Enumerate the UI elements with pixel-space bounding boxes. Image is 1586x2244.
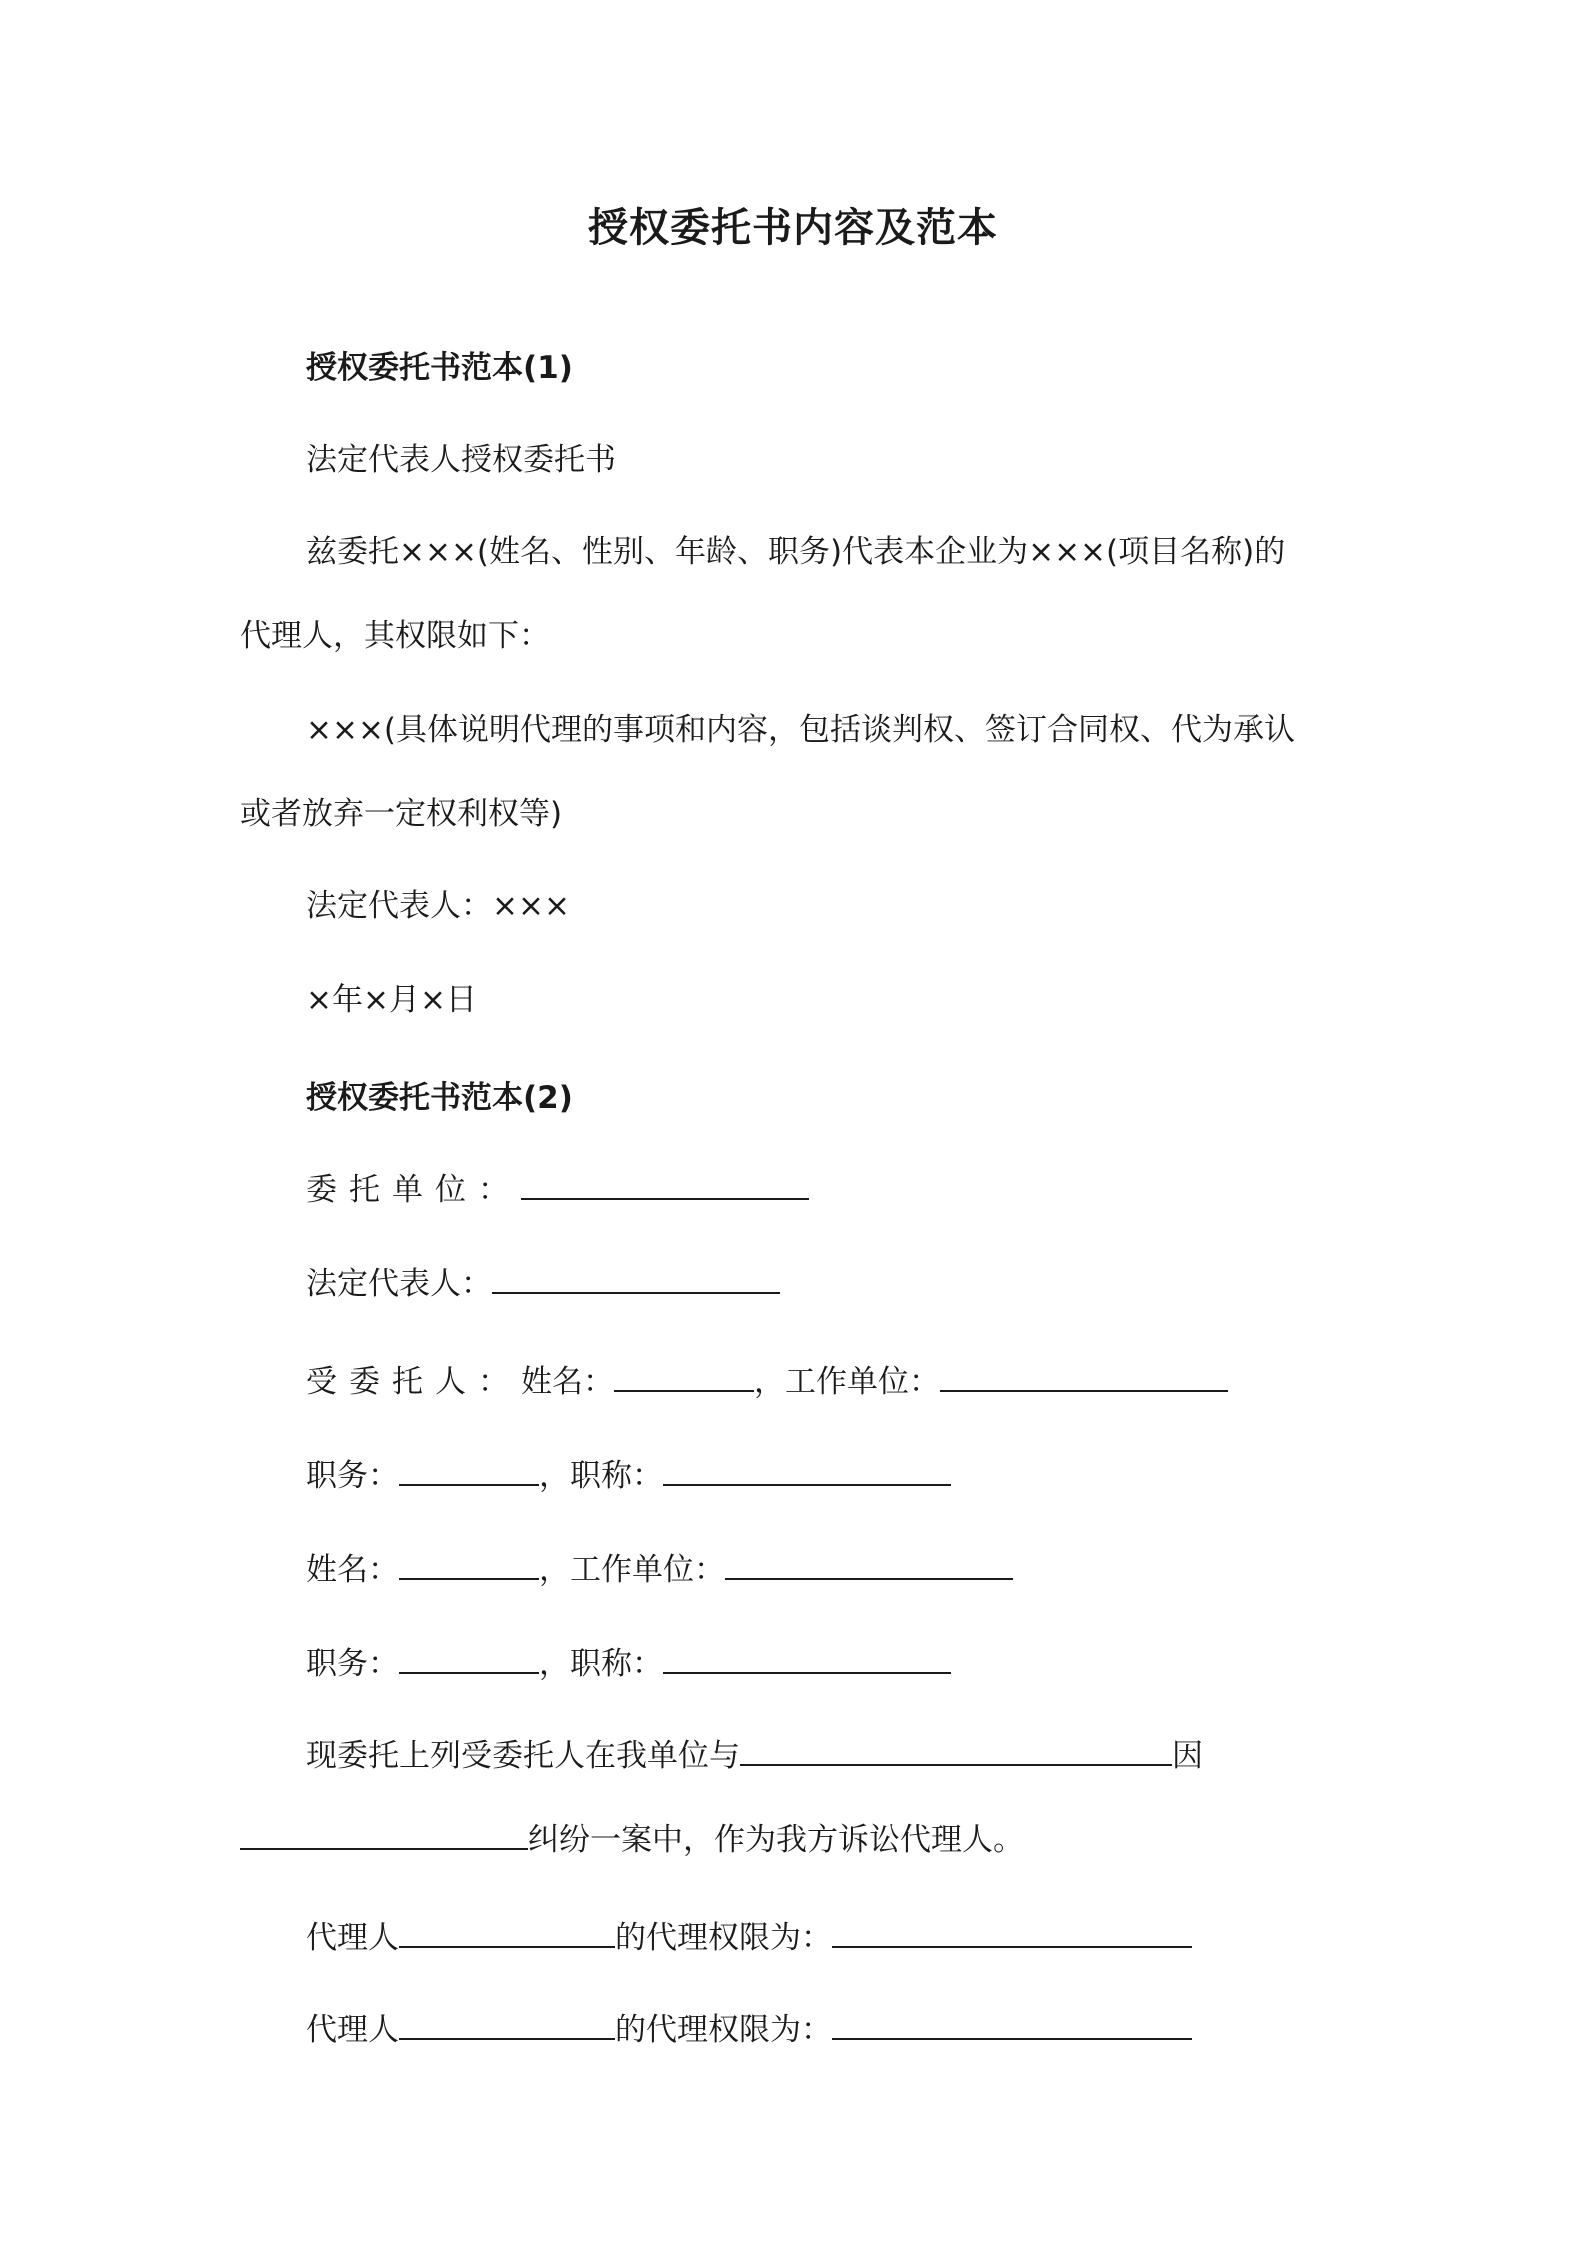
trustee-work-unit-label: ，工作单位： [754,1364,940,1400]
counterparty-blank[interactable] [740,1736,1172,1766]
entrust-row-line1 [306,1736,1203,1776]
agent2-name-blank[interactable] [399,2010,615,2040]
trustee2-position-row [306,1644,951,1684]
agent-row [306,1918,1192,1958]
trustee-work-unit-blank[interactable] [940,1362,1228,1392]
agent2-label: 代理人 [306,2012,399,2048]
trustee2-position-blank[interactable] [399,1644,539,1674]
trustee2-name-label: 姓名： [306,1552,399,1588]
trustee2-position-label: 职务： [306,1646,399,1682]
trustee2-work-unit-label: ，工作单位： [539,1552,725,1588]
trustee-position-label: 职务： [306,1458,399,1494]
trustee-position-row [306,1456,951,1496]
trustee-title-label: ，职称： [539,1458,663,1494]
entrusting-unit-label: 委托单位： [306,1172,521,1208]
agent-name-blank[interactable] [399,1918,615,1948]
sample1-heading: 授权委托书范本(1) [306,350,573,386]
dispute-blank[interactable] [240,1820,528,1850]
trustee-title-blank[interactable] [663,1456,951,1486]
document-title: 授权委托书内容及范本 [588,205,998,251]
sample2-heading: 授权委托书范本(2) [306,1080,573,1116]
entrusting-unit-row [306,1170,809,1210]
trustee-position-blank[interactable] [399,1456,539,1486]
entrust-prefix: 现委托上列受委托人在我单位与 [306,1738,740,1774]
trustee-label: 受委托人： [306,1364,521,1400]
sample1-para1-line2: 代理人，其权限如下： [240,618,550,654]
trustee2-name-blank[interactable] [399,1550,539,1580]
agent-power-blank[interactable] [832,1918,1192,1948]
sample1-date: ×年×月×日 [306,982,477,1018]
legal-rep-row [306,1264,780,1304]
trustee2-row [306,1550,1013,1590]
legal-rep-label: 法定代表人： [306,1266,492,1302]
agent-power-label: 的代理权限为： [615,1920,832,1956]
legal-rep-blank[interactable] [492,1264,780,1294]
entrust-suffix: 纠纷一案中，作为我方诉讼代理人。 [528,1822,1024,1858]
trustee2-title-label: ，职称： [539,1646,663,1682]
sample1-para2-line2: 或者放弃一定权利权等) [240,796,563,832]
entrust-row-line2 [240,1820,1024,1860]
trustee-name-label: 姓名： [521,1364,614,1400]
sample1-para2-line1: ×××(具体说明代理的事项和内容，包括谈判权、签订合同权、代为承认 [306,712,1296,748]
agent2-power-blank[interactable] [832,2010,1192,2040]
entrust-due: 因 [1172,1738,1203,1774]
trustee-row [306,1362,1228,1402]
agent2-power-label: 的代理权限为： [615,2012,832,2048]
trustee2-title-blank[interactable] [663,1644,951,1674]
trustee2-work-unit-blank[interactable] [725,1550,1013,1580]
sample1-para1-line1: 兹委托×××(姓名、性别、年龄、职务)代表本企业为×××(项目名称)的 [306,534,1286,570]
sample1-legal-rep: 法定代表人：××× [306,888,570,924]
entrusting-unit-blank[interactable] [521,1170,809,1200]
agent2-row [306,2010,1192,2050]
sample1-subtitle: 法定代表人授权委托书 [306,442,616,478]
trustee-name-blank[interactable] [614,1362,754,1392]
agent-label: 代理人 [306,1920,399,1956]
